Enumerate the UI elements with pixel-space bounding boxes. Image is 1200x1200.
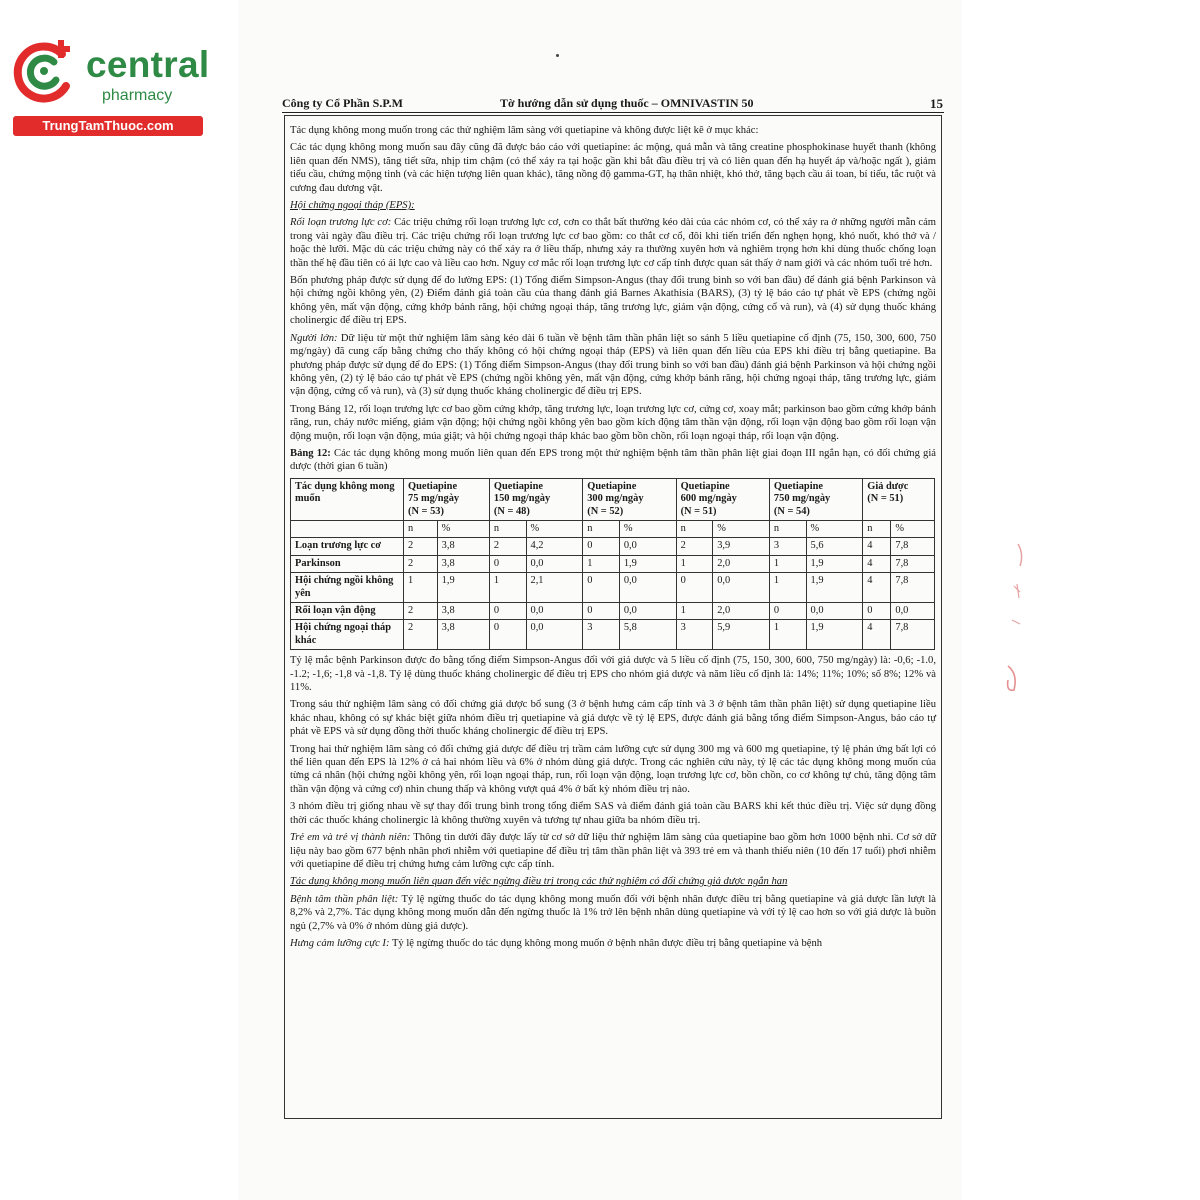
group-dose: 600 mg/ngày: [680, 493, 737, 505]
central-pharmacy-logo[interactable]: [10, 38, 220, 138]
sub-n: n: [404, 520, 438, 537]
table-corner-cell: Tác dụng không mong muốn: [291, 478, 404, 520]
paragraph-eps-methods: Bốn phương pháp được sử dụng để đo lường EPS: (1) Tổng điểm Simpson-Angus (thay đổi trung bình so với ban đầu) để đánh giá bệnh Parkinson và hội chứng ngồi không yên, (2) Điểm đánh giá toàn cầu của thang đánh giá Barnes Akathisia (BARS), (3) tỷ lệ báo cáo tự phát về EPS (chứng ngồi không yên, mất vận động, cứng khớp bánh răng, hội chứng ngoại tháp, tăng trương lực, giảm vận động, cứng cổ và run), và (4) sử dụng thuốc kháng cholinergic để điều trị EPS.: [290, 275, 936, 327]
group-dose: 750 mg/ngày: [773, 493, 831, 505]
schizophrenia-lead: Bệnh tâm thần phân liệt:: [290, 893, 399, 905]
paragraph-two-trials: Trong hai thử nghiệm lâm sàng có đối chứng giả dược để điều trị trầm cảm lưỡng cực sử dụng 300 mg và 600 mg quetiapine, tỷ lệ phản ứng bất lợi có thể liên quan đến EPS là 12% ở cả hai nhóm liều và 6% ở nhóm dùng giả dược. Trong các nghiên cứu này, tỷ lệ các tác dụng không mong muốn của từng cá nhân (hội chứng ngồi không yên, rối loạn ngoại tháp, run, rối loạn vận động, loạn trương lực cơ, bồn chồn, co cơ không tự chủ, tăng động tâm thần vận động và cứng cơ) nhìn chung thấp và không vượt quá 4% ở bất kỳ nhóm điều trị nào.: [290, 743, 936, 795]
table-cell: 3,8: [437, 538, 489, 555]
table-cell: 2: [404, 603, 438, 620]
row-label: Loạn trương lực cơ: [291, 538, 404, 555]
table-cell: 0,0: [619, 573, 676, 603]
group-name: Quetiapine: [408, 480, 458, 492]
table-cell: 7,8: [891, 555, 935, 572]
table-row: [291, 538, 935, 555]
table-cell: 3: [583, 620, 620, 650]
table-cell: 2,0: [713, 603, 770, 620]
table-cell: 5,8: [619, 620, 676, 650]
table-group-header: [489, 478, 582, 520]
group-n: (N = 51): [867, 493, 904, 505]
children-lead: Trẻ em và trẻ vị thành niên:: [290, 832, 411, 844]
paragraph-adults: [290, 332, 936, 399]
table-cell: 7,8: [891, 573, 935, 603]
paragraph-children: [290, 831, 936, 871]
table-cell: 0,0: [526, 603, 583, 620]
table-cell: 2: [404, 555, 438, 572]
table-cell: 1,9: [806, 555, 863, 572]
table-row: [291, 573, 935, 603]
table-cell: 3,9: [713, 538, 770, 555]
table-cell: 2,1: [526, 573, 583, 603]
paragraph-simpson-angus: Tỷ lệ mắc bệnh Parkinson được đo bằng tổng điểm Simpson-Angus đối với giả dược và 5 liều cố định (75, 150, 300, 600, 750 mg/ngày) là: -0,6; -1.0, -1.2; -1,6; -1,8 và -1,8. Tỷ lệ dùng thuốc kháng cholinergic để điều trị EPS cho nhóm giả dược và năm liều cố định là: 14%; 11%; 10%; số 8%; 12% và 11%.: [290, 655, 936, 694]
table-cell: 2: [676, 538, 713, 555]
scan-speck: [556, 54, 559, 57]
sub-n: n: [676, 520, 713, 537]
paragraph-table-notes: Trong Bảng 12, rối loạn trương lực cơ bao gồm cứng khớp, tăng trương lực, loạn trương lực cơ, cứng cơ, xoay mắt; parkinson bao gồm cứng khớp bánh răng, run, chảy nước miếng, giảm vận động; hội chứng ngồi không yên bao gồm kích động tâm thần vận động, rối loạn vận động bao gồm rối loạn vận động muộn, rối loạn vận động, múa giật; và hội chứng ngoại tháp khác bao gồm bồn chồn, rối loạn ngoại tháp, rối loạn vận động.: [290, 403, 936, 442]
table-cell: 0,0: [713, 573, 770, 603]
group-dose: 150 mg/ngày: [493, 493, 551, 505]
group-dose: 300 mg/ngày: [587, 493, 644, 505]
group-n: (N = 48): [493, 505, 530, 517]
table-cell: 0,0: [619, 538, 676, 555]
table-cell: 3: [769, 538, 806, 555]
table-cell: 0: [863, 603, 891, 620]
table-header-row: [291, 478, 935, 520]
sub-n: n: [583, 520, 620, 537]
header-company: Công ty Cổ Phần S.P.M: [282, 96, 403, 110]
table-cell: 1,9: [437, 573, 489, 603]
table-cell: 1,9: [806, 573, 863, 603]
sub-n: n: [489, 520, 526, 537]
logo-site-banner: TrungTamThuoc.com: [13, 116, 203, 136]
table-cell: 7,8: [891, 538, 935, 555]
table-cell: 3,8: [437, 555, 489, 572]
sub-pct: %: [437, 520, 489, 537]
table-cell: 1,9: [619, 555, 676, 572]
table-cell: 2,0: [713, 555, 770, 572]
paragraph-intro: Tác dụng không mong muốn trong các thử nghiệm lâm sàng với quetiapine và không được liệt kê ở mục khác:: [290, 125, 759, 136]
adults-text: Dữ liệu từ một thử nghiệm lâm sàng kéo dài 6 tuần về bệnh tâm thần phân liệt so sánh 5 liều quetiapine cố định (75, 150, 300, 600, 750 mg/ngày) đã cung cấp bằng chứng cho thấy không có hội chứng ngoại tháp (EPS) và liên quan đến liều của EPS khi điều trị bằng quetiapine. Ba phương pháp được sử dụng để đo EPS: (1) Tổng điểm Simpson-Angus (thay đổi trung bình so với ban đầu) đánh giá bệnh Parkinson và hội chứng ngồi không yên, (2) tỷ lệ báo cáo tự phát về EPS (chứng ngồi không yên, mất vận động, cứng khớp bánh răng, hội chứng ngoại tháp, tăng trương lực, giảm vận động, cứng cổ và run), và (3) sử dụng thuốc kháng cholinergic để điều trị EPS.: [290, 332, 936, 398]
row-label: Parkinson: [291, 555, 404, 572]
table-cell: 1: [404, 573, 438, 603]
table-cell: 2: [404, 620, 438, 650]
table-cell: 0,0: [526, 555, 583, 572]
adults-lead: Người lớn:: [290, 332, 338, 344]
table-cell: 4,2: [526, 538, 583, 555]
section-heading-eps: Hội chứng ngoại tháp (EPS):: [290, 200, 415, 212]
table-cell: 0,0: [806, 603, 863, 620]
header-rule: [282, 112, 944, 113]
table-row: [291, 603, 935, 620]
table-group-header: [769, 478, 862, 520]
eps-adverse-effects-table: [290, 478, 935, 650]
group-n: (N = 51): [680, 505, 717, 517]
header-title: Tờ hướng dẫn sử dụng thuốc – OMNIVASTIN 50: [500, 96, 754, 110]
paragraph-bipolar-mania: [290, 937, 936, 950]
table-cell: 4: [863, 620, 891, 650]
table-cell: 3: [676, 620, 713, 650]
table-cell: 1: [769, 620, 806, 650]
table-cell: 2: [489, 538, 526, 555]
table-cell: 1: [769, 555, 806, 572]
schizophrenia-text: Tỷ lệ ngừng thuốc do tác dụng không mong muốn đối với bệnh nhân được điều trị bằng quetiapine và giả dược lần lượt là 8,2% và 2,7%. Tác dụng không mong muốn dẫn đến ngừng thuốc là 1% trở lên bệnh nhân dùng quetiapine và với tỷ lệ cao hơn so với giả dược là buồn ngủ (2,7% và 0% ở nhóm dùng giả dược).: [290, 893, 936, 932]
table-cell: 0: [769, 603, 806, 620]
table-cell: 1: [489, 573, 526, 603]
row-label: Rối loạn vận động: [291, 603, 404, 620]
table-cell: 2: [404, 538, 438, 555]
table-group-header: [863, 478, 935, 520]
pharmacy-cross-c-icon: [10, 38, 78, 106]
group-n: (N = 54): [773, 505, 810, 517]
header-page-number: 15: [930, 96, 943, 111]
bipolar-lead: Hưng cảm lưỡng cực I:: [290, 937, 390, 949]
table-cell: 1: [676, 555, 713, 572]
document-body: [290, 124, 936, 954]
table-subheader-row: [291, 520, 935, 537]
dystonia-text: Các triệu chứng rối loạn trương lực cơ, cơn co thắt bất thường kéo dài của các nhóm cơ, có thể xảy ra ở những người mẫn cảm trong vài ngày đầu điều trị. Các triệu chứng rối loạn trương lực cơ bao gồm: co thắt cơ cổ, đôi khi tiến triển đến nghẹn họng, khó nuốt, khó thở và / hoặc thè lưỡi. Mặc dù các triệu chứng này có thể xảy ra ở liều thấp, nhưng xảy ra thường xuyên hơn và nghiêm trọng hơn khi dùng thuốc chống loạn thần thế hệ đầu tiên có ái lực cao và liều cao hơn. Nguy cơ mắc rối loạn trương lực cơ cấp tính được quan sát thấy ở nam giới và các nhóm tuổi trẻ hơn.: [290, 217, 937, 269]
table-cell: 1: [769, 573, 806, 603]
dystonia-lead: Rối loạn trương lực cơ:: [290, 217, 392, 229]
table-group-header: [404, 478, 490, 520]
table-cell: 0: [583, 603, 620, 620]
table-cell: 1: [676, 603, 713, 620]
paragraph-other-effects: Các tác dụng không mong muốn sau đây cũng đã được báo cáo với quetiapine: ác mộng, quá mẫn và tăng creatine phosphokinase huyết thanh (không liên quan đến NMS), tăng tiết sữa, nhịp tim chậm (có thể xảy ra tại hoặc gần khi bắt đầu điều trị và có liên quan đến hạ huyết áp và/hoặc ngất ), giảm tiểu cầu, chứng mộng tinh (và các hiện tượng liên quan khác), tăng nồng độ gamma-GT, hạ thân nhiệt, khó thở, tăng bạch cầu ái toan, bí tiểu, tắc ruột và cương đau dương vật.: [290, 142, 936, 194]
table-caption-lead: Bảng 12:: [290, 447, 331, 459]
table-cell: 3,8: [437, 620, 489, 650]
paragraph-six-trials: Trong sáu thử nghiệm lâm sàng có đối chứng giả dược bổ sung (3 ở bệnh hưng cảm cấp tính và 3 ở bệnh tâm thần phân liệt) sử dụng quetiapine liều khác nhau, không có sự khác biệt giữa nhóm điều trị quetiapine và giả dược về tỷ lệ EPS, được đánh giá bằng tổng điểm Simpson-Angus, báo cáo tự phát về EPS và sử dụng đồng thời thuốc kháng cholinergic để điều trị EPS.: [290, 699, 936, 738]
row-label: Hội chứng ngoại tháp khác: [291, 620, 404, 650]
sub-pct: %: [806, 520, 863, 537]
paragraph-three-groups: 3 nhóm điều trị giống nhau về sự thay đổi trung bình trong tổng điểm SAS và điểm đánh giá toàn cầu BARS khi kết thúc điều trị. Việc sử dụng đồng thời các thuốc kháng cholinergic là không thường xuyên và tương tự nhau giữa ba nhóm điều trị.: [290, 801, 936, 826]
group-name: Giả dược: [867, 480, 909, 492]
table-cell: 0,0: [619, 603, 676, 620]
bipolar-text: Tỷ lệ ngừng thuốc do tác dụng không mong muốn ở bệnh nhân được điều trị bằng quetiapine và bệnh: [389, 937, 823, 949]
children-text: Thông tin dưới đây được lấy từ cơ sở dữ liệu thử nghiệm lâm sàng của quetiapine bao gồm hơn 1000 bệnh nhi. Cơ sở dữ liệu này bao gồm 677 bệnh nhân phơi nhiễm với quetiapine để điều trị tâm thần phân liệt và 393 trẻ em và thanh thiếu niên (10 đến 17 tuổi) phơi nhiễm với quetiapine để điều trị chứng hưng cảm lưỡng cực cấp tính.: [290, 832, 937, 870]
table-cell: 0: [489, 603, 526, 620]
table-cell: [291, 520, 404, 537]
sub-pct: %: [526, 520, 583, 537]
table-cell: 0: [489, 555, 526, 572]
table-group-header: [676, 478, 769, 520]
table-cell: 1,9: [806, 620, 863, 650]
table-caption: [290, 447, 936, 474]
table-cell: 0: [489, 620, 526, 650]
table-group-header: [583, 478, 676, 520]
group-name: Quetiapine: [773, 480, 823, 492]
table-cell: 0: [583, 538, 620, 555]
table-cell: 0: [583, 573, 620, 603]
table-cell: 1: [583, 555, 620, 572]
sub-n: n: [769, 520, 806, 537]
table-cell: 5,9: [713, 620, 770, 650]
sub-pct: %: [619, 520, 676, 537]
sub-pct: %: [713, 520, 770, 537]
table-cell: 5,6: [806, 538, 863, 555]
table-row: [291, 620, 935, 650]
paragraph-dystonia: [290, 216, 936, 270]
group-dose: 75 mg/ngày: [408, 493, 460, 505]
group-n: (N = 53): [408, 505, 444, 517]
group-name: Quetiapine: [680, 480, 730, 492]
row-label: Hội chứng ngồi không yên: [291, 573, 404, 603]
group-n: (N = 52): [587, 505, 624, 517]
section-heading-discontinuation: Tác dụng không mong muốn liên quan đến việc ngừng điều trị trong các thử nghiệm có đối chứng giả dược ngắn hạn: [290, 876, 788, 888]
table-cell: 4: [863, 573, 891, 603]
table-cell: 0,0: [891, 603, 935, 620]
table-cell: 4: [863, 538, 891, 555]
table-caption-text: Các tác dụng không mong muốn liên quan đến EPS trong một thử nghiệm bệnh tâm thần phân liệt giai đoạn III ngắn hạn, có đối chứng giả dược (thời gian 6 tuần): [290, 447, 936, 473]
table-row: [291, 555, 935, 572]
table-cell: 0: [676, 573, 713, 603]
table-cell: 7,8: [891, 620, 935, 650]
red-stamp-marks: [998, 540, 1030, 700]
logo-subtitle: pharmacy: [102, 87, 173, 104]
logo-wordmark: central: [86, 44, 210, 85]
table-cell: 3,8: [437, 603, 489, 620]
table-cell: 4: [863, 555, 891, 572]
paragraph-schizophrenia: [290, 893, 936, 933]
sub-pct: %: [891, 520, 935, 537]
sub-n: n: [863, 520, 891, 537]
group-name: Quetiapine: [587, 480, 637, 492]
group-name: Quetiapine: [493, 480, 543, 492]
table-cell: 0,0: [526, 620, 583, 650]
